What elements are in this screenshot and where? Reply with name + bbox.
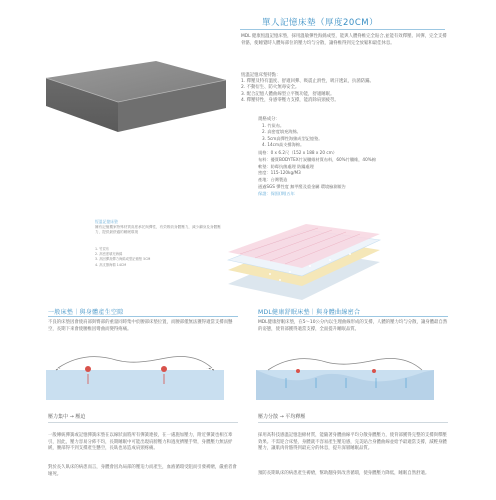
spec-row: 軟墊：防霉抗菌處理 防蹣處理 xyxy=(258,163,314,169)
mattress-layers-diagram xyxy=(210,222,385,302)
spec-detail-list xyxy=(258,150,376,198)
feature-item: 4. 釋壓特性，身感零壓力支撐，能消除肩頸疲勞。 xyxy=(241,98,339,104)
mdl-mattress-pressure-illustration xyxy=(256,348,434,400)
diagram-layer-item: 2. 高密度填充海綿 xyxy=(95,252,123,257)
right-title-divider xyxy=(258,316,448,317)
diagram-layer-item: 3. 高回彈高彈力海綿成型記憶墊 5CM xyxy=(95,257,151,262)
features-heading: 恆溫記憶床墊特點： xyxy=(241,73,281,78)
title-divider xyxy=(240,29,445,30)
product-intro: MDL 健康恆溫記憶床墊，採用溫敏彈性海綿成型，能與人體脊椎完全貼合,並能有效釋壓、回彈，完全支撐骨骼，使睡覺時人體每部位的壓力均勻分散，讓脊椎得到完全放鬆和最佳休息。 xyxy=(241,34,447,46)
diagram-layer-item: 4. 高支撐海棉 14CM xyxy=(95,262,127,267)
left-detail-text-2: 對於長久臥床的病患而言，身體會因為局部的壓迫力而產生，血液循環受阻而引發褥瘡，嚴重者會壞死。 xyxy=(48,465,237,477)
spec-heading: 規格成分： xyxy=(258,117,280,122)
spec-layer-item: 2. 高密度填充海綿。 xyxy=(262,129,301,135)
left-section-title: 一般床墊｜與身體產生空隙 xyxy=(48,309,124,316)
spec-row: 規格：0 x 6.2尺（152 x 188 x 20 cm） xyxy=(258,150,337,155)
right-subtitle-divider xyxy=(258,422,448,423)
right-detail-text: 採用高科技感溫記憶泡棉材質，能隨著身體曲線平均分散身體壓力，使背部獲得完整的支撐與釋壓效果。不需迎合床墊，身體就不容易產生壓迫感，完美貼合身體曲線並給予最適當支撐，減輕身體壓力，讓肌肉骨骼得到最充分的休息，提升深層睡眠品質。 xyxy=(258,433,447,452)
spec-layer-list xyxy=(262,123,322,149)
diagram-layer-list xyxy=(95,247,150,268)
spec-row: 通過SGS 彈性度 無甲醛及重金屬 環境檢測報告 xyxy=(258,183,346,189)
mattress-product-image xyxy=(28,58,233,148)
diagram-layer-item: 1. 竹炭布 xyxy=(95,247,110,251)
product-title: 單人記憶床墊（厚度20CM） xyxy=(262,18,379,28)
warranty-note: 保證：保固(期)五年 xyxy=(258,190,295,196)
left-detail-text: 一般傳統彈簧或記憶彈簧床墊在以線狀面將所有彈簧連接，在一處施加壓力，附近彈簧也相互牽引，因此，壓力容易分佈不均，長期睡眠中可能出現肩膀壓力和過度擠壓手臂，身體壓力無法紓緩，腰部得不到支撐產生懸空，長臥也易造成肩頸疼痛。 xyxy=(48,433,233,452)
right-detail-text-2: 預防長期臥床的病患產生褥瘡，幫助翻身與改善循環，使身體壓力降低，睡眠自然舒適。 xyxy=(258,471,430,476)
left-section-text: 不良的床墊因會使肩部與臀部的重量同時集中於腰部床墊位置，而腰部僅無法獲得適當支撐而懸空，長期下來會使腰椎因彎曲而變得疼痛。 xyxy=(48,320,233,332)
left-subtitle-divider xyxy=(48,422,238,423)
regular-mattress-pressure-illustration xyxy=(46,348,224,400)
spec-layer-item: 4. 14cm高支撐海棉。 xyxy=(262,142,305,148)
diagram-callout xyxy=(95,219,225,236)
left-subtitle: 壓力集中 → 壓迫 xyxy=(48,414,86,420)
spec-row: 密度：115-120kg/M3 xyxy=(258,170,301,176)
spec-layer-item: 1. 竹炭布。 xyxy=(262,123,285,128)
features-list xyxy=(241,79,374,105)
feature-item: 2. 不動衍生、防火無毒安全。 xyxy=(241,85,300,91)
spec-layer-item: 3. 5cm高彈性海綿成型記憶墊。 xyxy=(262,135,323,141)
right-section-text: MDL健康舒眠床墊，在5～10公分內以生理曲線形成的支撐，人體的壓力均勻分散，讓身體最自然的姿態，使背部獲得適當支撐，全面提升睡眠品質。 xyxy=(258,320,448,332)
feature-item: 3. 配合記憶人體曲線型立平衡功能，舒適睡眠。 xyxy=(241,91,335,97)
right-subtitle: 壓力分散 → 平均釋壓 xyxy=(258,414,306,420)
right-section-title: MDL健康舒眠床墊｜與身體曲線密合 xyxy=(258,309,361,316)
spec-row: 布料：優質BODYTEX竹炭纖維材質布料，60%竹纖維，40%棉 xyxy=(258,156,376,162)
spec-row: 產地：台灣製造 xyxy=(258,177,288,183)
diagram-callout-title: 恆溫記憶床墊 xyxy=(95,219,118,224)
feature-item: 1. 釋壓及特有溫度、舒適回彈、吸震止滑性，吸汗透氣，抗菌防蹣。 xyxy=(241,79,374,84)
diagram-callout-text: 擁有記憶獨家特殊材質高度承托與彈性，有效吸收身體壓力，減少翻身及身體壓力，提供最舒適的睡眠環境 xyxy=(95,224,221,234)
left-title-divider xyxy=(48,316,238,317)
